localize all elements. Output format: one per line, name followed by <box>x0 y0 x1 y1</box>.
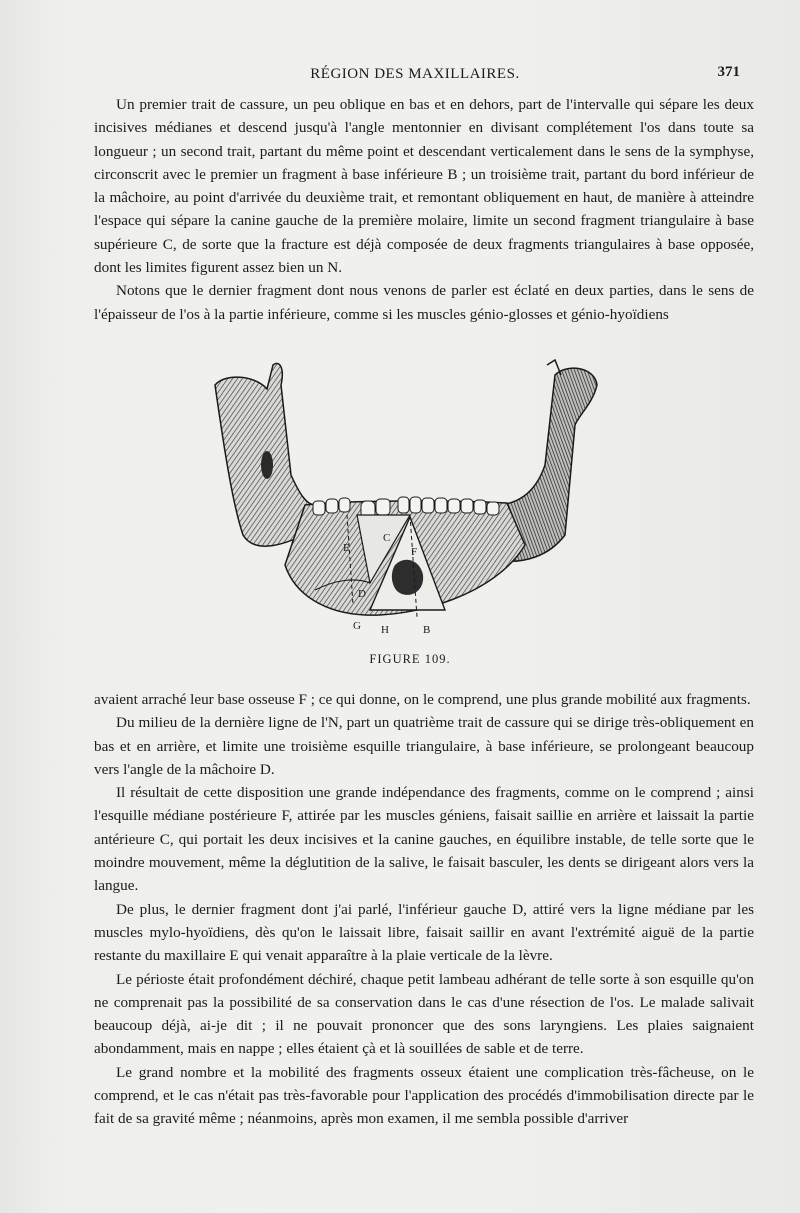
text-block-top <box>94 93 754 326</box>
figure-mandible-illustration <box>195 355 615 645</box>
figure-caption: FIGURE 109. <box>369 652 451 666</box>
figure-label-g: G <box>353 620 361 632</box>
figure-label-f: F <box>411 546 418 558</box>
paragraph: Notons que le dernier fragment dont nous venons de parler est éclaté en deux parties, dans le sens de l'épaisseur de l'os à la partie inférieure, comme si les muscles génio-glosses et génio-hyoïdiens <box>94 282 754 323</box>
figure-label-c: C <box>383 532 391 544</box>
figure-label-e: E <box>343 542 350 554</box>
mandible-engraving <box>195 355 615 645</box>
running-head: RÉGION DES MAXILLAIRES. <box>310 66 520 82</box>
paragraph: Le périoste était profondément déchiré, chaque petit lambeau adhérant de telle sorte à son esquille qu'on ne comprenait pas la possibilité de sa conservation dans le cas d'une résection de l'os. Le malade salivait beaucoup déjà, ai-je dit ; il ne pouvait prononcer que des sons laryngiens. Les plaies saignaient abondamment, mais en nappe ; elles étaient çà et là souillées de sable et de terre. <box>94 970 754 1058</box>
paragraph: Du milieu de la dernière ligne de l'N, part un quatrième trait de cassure qui se dirige très-obliquement en bas et en arrière, et limite une troisième esquille triangulaire, à base inférieure, se prolongeant beaucoup vers l'angle de la mâchoire D. <box>94 714 754 778</box>
paragraph: Il résultait de cette disposition une grande indépendance des fragments, comme on le comprend ; ainsi l'esquille médiane postérieure F, attirée par les muscles géniens, faisait saillie en arrière et laissait la partie antérieure C, qui portait les deux incisives et la canine gauches, en équilibre instable, de telle sorte que le moindre mouvement, même la déglutition de la salive, le faisait basculer, les dents se dirigeant alors vers la langue. <box>94 784 754 895</box>
figure-label-d: D <box>358 588 366 600</box>
figure-label-h: H <box>381 624 389 636</box>
paragraph: De plus, le dernier fragment dont j'ai parlé, l'inférieur gauche D, attiré vers la ligne médiane par les muscles mylo-hyoïdiens, dès qu'on le laissait libre, faisait saillir en avant l'extrémité aiguë de la partie restante du maxillaire E qui venait apparaître à la plaie verticale de la lèvre. <box>94 900 754 965</box>
text-block-bottom <box>94 688 754 1131</box>
paragraph: Un premier trait de cassure, un peu oblique en bas et en dehors, part de l'intervalle qui sépare les deux incisives médianes et descend jusqu'à l'angle mentonnier en divisant complétement l'os dans toute sa longueur ; un second trait, partant du même point et descendant verticalement dans le sens de la symphyse, circonscrit avec le premier un fragment à base inférieure B ; un troisième trait, partant du bord inférieur de la mâchoire, au point d'arrivée du deuxième trait, et remontant obliquement en haut, de manière à atteindre l'espace qui sépare la canine gauche de la première molaire, limite un second fragment triangulaire à base supérieure C, de sorte que la fracture est déjà composée de deux fragments triangulaires à base opposée, dont les limites figurent assez bien un N. <box>94 96 754 277</box>
page-number: 371 <box>717 64 740 80</box>
paragraph: avaient arraché leur base osseuse F ; ce qui donne, on le comprend, une plus grande mobilité aux fragments. <box>94 691 751 708</box>
figure-label-b: B <box>423 624 431 636</box>
paragraph: Le grand nombre et la mobilité des fragments osseux étaient une complication très-fâcheuse, on le comprend, et le cas n'était pas très-favorable pour l'application des procédés d'immobilisation directe par le fait de sa gravité même ; néanmoins, après mon examen, il me sembla possible d'arriver <box>94 1063 754 1128</box>
